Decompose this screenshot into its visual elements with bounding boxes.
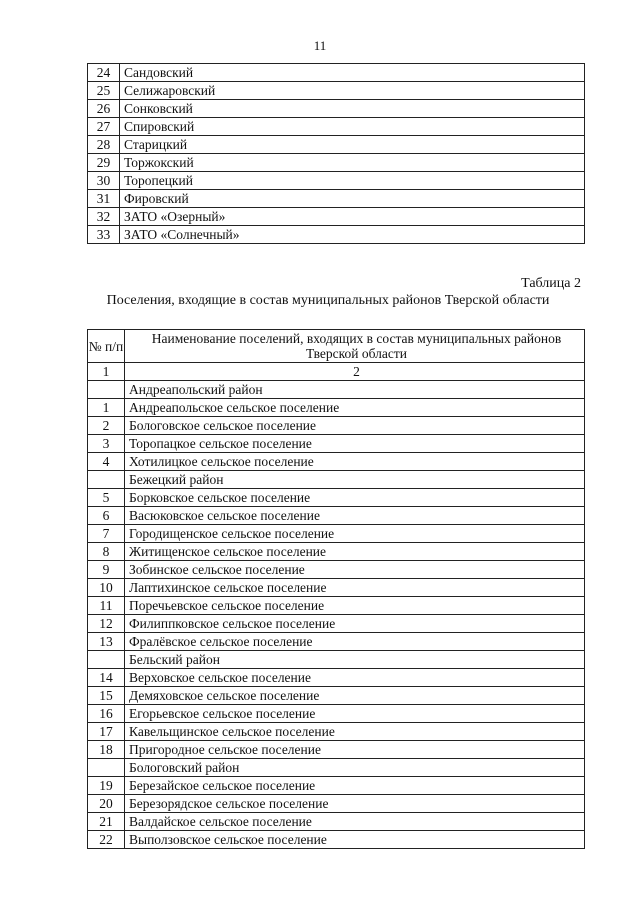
table-row	[88, 82, 585, 100]
table-row	[88, 669, 585, 687]
table-row	[88, 489, 585, 507]
table-row	[88, 723, 585, 741]
header-number-cell: № п/п	[88, 330, 125, 363]
row-name-cell: Сонковский	[120, 100, 585, 118]
row-number-cell: 25	[88, 82, 120, 100]
row-number-cell: 11	[88, 597, 125, 615]
row-number-cell: 14	[88, 669, 125, 687]
district-heading-row	[88, 759, 585, 777]
row-name-cell: Верховское сельское поселение	[125, 669, 585, 687]
row-name-cell: ЗАТО «Озерный»	[120, 208, 585, 226]
row-number-cell: 13	[88, 633, 125, 651]
districts-table-continued	[87, 63, 585, 244]
row-number-cell: 15	[88, 687, 125, 705]
row-name-cell: Березорядское сельское поселение	[125, 795, 585, 813]
table-row	[88, 813, 585, 831]
row-number-cell	[88, 381, 125, 399]
table-row	[88, 507, 585, 525]
table-row	[88, 831, 585, 849]
row-name-cell: Бежецкий район	[125, 471, 585, 489]
row-number-cell: 10	[88, 579, 125, 597]
row-number-cell: 22	[88, 831, 125, 849]
row-name-cell: Торопацкое сельское поселение	[125, 435, 585, 453]
table-row	[88, 597, 585, 615]
row-name-cell: Городищенское сельское поселение	[125, 525, 585, 543]
row-number-cell: 4	[88, 453, 125, 471]
settlements-table-body	[88, 381, 585, 849]
row-name-cell: Березайское сельское поселение	[125, 777, 585, 795]
row-name-cell: Борковское сельское поселение	[125, 489, 585, 507]
row-number-cell: 7	[88, 525, 125, 543]
table-row	[88, 118, 585, 136]
row-name-cell: Спировский	[120, 118, 585, 136]
table-row	[88, 417, 585, 435]
table-row	[88, 543, 585, 561]
row-number-cell: 5	[88, 489, 125, 507]
table-label: Таблица 2	[521, 276, 581, 291]
row-number-cell: 33	[88, 226, 120, 244]
row-name-cell: Андреапольский район	[125, 381, 585, 399]
row-number-cell: 21	[88, 813, 125, 831]
table-row	[88, 741, 585, 759]
row-name-cell: Филиппковское сельское поселение	[125, 615, 585, 633]
row-number-cell: 20	[88, 795, 125, 813]
row-number-cell: 17	[88, 723, 125, 741]
row-number-cell: 28	[88, 136, 120, 154]
districts-table-body	[88, 64, 585, 244]
table-row	[88, 705, 585, 723]
table-row	[88, 208, 585, 226]
row-name-cell: Васюковское сельское поселение	[125, 507, 585, 525]
row-name-cell: Егорьевское сельское поселение	[125, 705, 585, 723]
table-row	[88, 525, 585, 543]
row-number-cell: 32	[88, 208, 120, 226]
row-name-cell: ЗАТО «Солнечный»	[120, 226, 585, 244]
row-number-cell: 30	[88, 172, 120, 190]
table-row	[88, 453, 585, 471]
table-row	[88, 579, 585, 597]
table-row	[88, 64, 585, 82]
table-row	[88, 226, 585, 244]
row-number-cell: 12	[88, 615, 125, 633]
table-row	[88, 399, 585, 417]
table-row	[88, 633, 585, 651]
header-name-cell: Наименование поселений, входящих в состав муниципальных районов Тверской области	[125, 330, 585, 363]
row-number-cell: 29	[88, 154, 120, 172]
row-number-cell	[88, 471, 125, 489]
row-name-cell: Торжокский	[120, 154, 585, 172]
district-heading-row	[88, 471, 585, 489]
column-index-2: 2	[125, 363, 585, 381]
table-row	[88, 687, 585, 705]
row-number-cell: 1	[88, 399, 125, 417]
table-header-row	[88, 330, 585, 363]
row-number-cell: 16	[88, 705, 125, 723]
row-number-cell: 27	[88, 118, 120, 136]
table-row	[88, 435, 585, 453]
district-heading-row	[88, 651, 585, 669]
row-name-cell: Старицкий	[120, 136, 585, 154]
row-name-cell: Пригородное сельское поселение	[125, 741, 585, 759]
table-row	[88, 561, 585, 579]
row-number-cell: 24	[88, 64, 120, 82]
row-name-cell: Бологовское сельское поселение	[125, 417, 585, 435]
row-name-cell: Зобинское сельское поселение	[125, 561, 585, 579]
row-name-cell: Селижаровский	[120, 82, 585, 100]
row-name-cell: Выползовское сельское поселение	[125, 831, 585, 849]
row-name-cell: Фралёвское сельское поселение	[125, 633, 585, 651]
table-row	[88, 615, 585, 633]
row-number-cell	[88, 759, 125, 777]
page-number: 11	[313, 38, 327, 53]
row-name-cell: Демяховское сельское поселение	[125, 687, 585, 705]
table-row	[88, 777, 585, 795]
district-heading-row	[88, 381, 585, 399]
row-number-cell	[88, 651, 125, 669]
row-name-cell: Житищенское сельское поселение	[125, 543, 585, 561]
table-row	[88, 190, 585, 208]
row-number-cell: 2	[88, 417, 125, 435]
column-index-row	[88, 363, 585, 381]
row-number-cell: 6	[88, 507, 125, 525]
row-number-cell: 9	[88, 561, 125, 579]
row-name-cell: Торопецкий	[120, 172, 585, 190]
row-number-cell: 3	[88, 435, 125, 453]
table-row	[88, 172, 585, 190]
column-index-1: 1	[88, 363, 125, 381]
row-name-cell: Сандовский	[120, 64, 585, 82]
row-name-cell: Андреапольское сельское поселение	[125, 399, 585, 417]
table-row	[88, 136, 585, 154]
table-row	[88, 154, 585, 172]
row-number-cell: 19	[88, 777, 125, 795]
row-number-cell: 18	[88, 741, 125, 759]
row-name-cell: Хотилицкое сельское поселение	[125, 453, 585, 471]
row-number-cell: 8	[88, 543, 125, 561]
table-caption: Поселения, входящие в состав муниципальных районов Тверской области	[106, 293, 550, 308]
row-name-cell: Бельский район	[125, 651, 585, 669]
table-row	[88, 795, 585, 813]
row-number-cell: 26	[88, 100, 120, 118]
row-name-cell: Лаптихинское сельское поселение	[125, 579, 585, 597]
row-name-cell: Фировский	[120, 190, 585, 208]
row-name-cell: Валдайское сельское поселение	[125, 813, 585, 831]
table-row	[88, 100, 585, 118]
settlements-table	[87, 329, 585, 849]
row-name-cell: Бологовский район	[125, 759, 585, 777]
row-name-cell: Поречьевское сельское поселение	[125, 597, 585, 615]
row-number-cell: 31	[88, 190, 120, 208]
row-name-cell: Кавельщинское сельское поселение	[125, 723, 585, 741]
